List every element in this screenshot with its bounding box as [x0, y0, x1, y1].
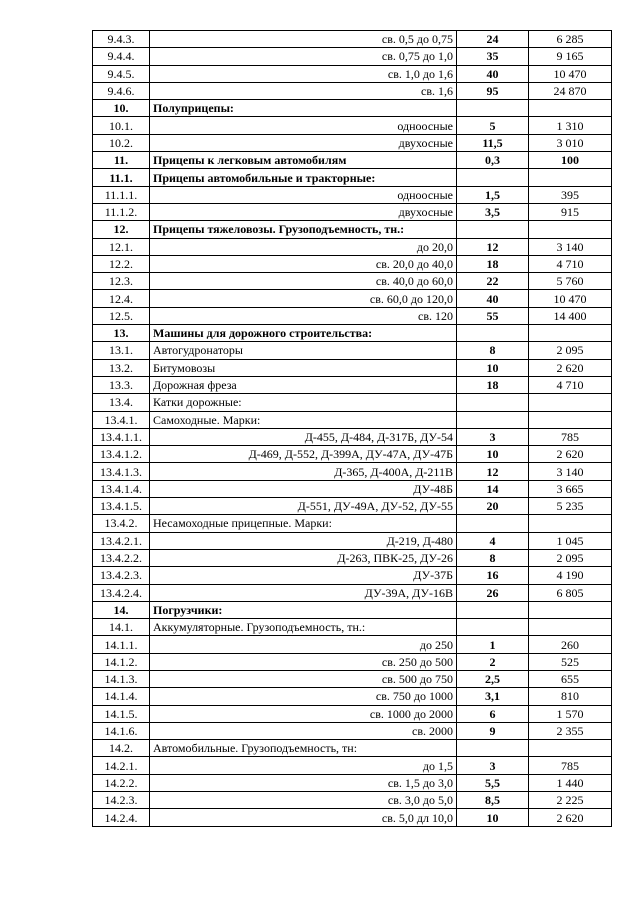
item-number-cell: 12.2. [93, 255, 150, 272]
item-description-cell: Д-469, Д-552, Д-399А, ДУ-47А, ДУ-47Б [150, 446, 457, 463]
table-row [93, 65, 612, 82]
table-row [93, 809, 612, 826]
coefficient-cell: 1,5 [457, 186, 529, 203]
price-cell: 2 095 [529, 342, 612, 359]
item-description-cell: св. 1,5 до 3,0 [150, 774, 457, 791]
item-description-cell: Полуприцепы: [150, 100, 457, 117]
table-row [93, 203, 612, 220]
item-number-cell: 13.1. [93, 342, 150, 359]
item-description-cell: св. 5,0 дл 10,0 [150, 809, 457, 826]
coefficient-cell: 9 [457, 722, 529, 739]
item-number-cell: 10. [93, 100, 150, 117]
price-cell: 525 [529, 653, 612, 670]
table-row [93, 394, 612, 411]
coefficient-cell [457, 411, 529, 428]
price-cell: 2 620 [529, 359, 612, 376]
price-cell: 2 355 [529, 722, 612, 739]
table-row [93, 307, 612, 324]
price-cell: 2 620 [529, 446, 612, 463]
table-row [93, 255, 612, 272]
item-number-cell: 14.1.6. [93, 722, 150, 739]
item-description-cell: Дорожная фреза [150, 376, 457, 393]
item-number-cell: 13.4. [93, 394, 150, 411]
item-number-cell: 13.4.2.4. [93, 584, 150, 601]
coefficient-cell [457, 394, 529, 411]
table-row [93, 584, 612, 601]
item-number-cell: 14.1.4. [93, 688, 150, 705]
coefficient-cell [457, 169, 529, 186]
item-number-cell: 13.4.1.3. [93, 463, 150, 480]
table-row [93, 601, 612, 618]
table-row [93, 186, 612, 203]
coefficient-cell: 5 [457, 117, 529, 134]
item-number-cell: 9.4.5. [93, 65, 150, 82]
price-cell: 9 165 [529, 48, 612, 65]
price-cell [529, 394, 612, 411]
item-description-cell: св. 0,5 до 0,75 [150, 31, 457, 48]
item-description-cell: Машины для дорожного строительства: [150, 325, 457, 342]
table-row [93, 740, 612, 757]
price-cell: 915 [529, 203, 612, 220]
item-number-cell: 14.1.5. [93, 705, 150, 722]
price-cell [529, 411, 612, 428]
coefficient-cell: 2 [457, 653, 529, 670]
table-row [93, 82, 612, 99]
table-row [93, 670, 612, 687]
item-description-cell: ДУ-48Б [150, 480, 457, 497]
item-number-cell: 12.1. [93, 238, 150, 255]
table-row [93, 134, 612, 151]
item-description-cell: одноосные [150, 117, 457, 134]
price-cell [529, 515, 612, 532]
item-number-cell: 12.5. [93, 307, 150, 324]
item-number-cell: 14.1. [93, 619, 150, 636]
table-row [93, 688, 612, 705]
item-description-cell: св. 60,0 до 120,0 [150, 290, 457, 307]
table-row [93, 532, 612, 549]
table-row [93, 238, 612, 255]
price-cell: 14 400 [529, 307, 612, 324]
price-cell: 6 285 [529, 31, 612, 48]
price-cell: 1 045 [529, 532, 612, 549]
table-row [93, 549, 612, 566]
price-cell: 4 710 [529, 255, 612, 272]
coefficient-cell: 22 [457, 273, 529, 290]
item-number-cell: 13.4.1. [93, 411, 150, 428]
item-description-cell: двухосные [150, 203, 457, 220]
table-row [93, 48, 612, 65]
item-description-cell: св. 40,0 до 60,0 [150, 273, 457, 290]
price-cell [529, 169, 612, 186]
item-description-cell: ДУ-37Б [150, 567, 457, 584]
item-number-cell: 12.3. [93, 273, 150, 290]
item-number-cell: 13.4.1.4. [93, 480, 150, 497]
item-number-cell: 13.4.1.1. [93, 428, 150, 445]
price-cell: 5 235 [529, 498, 612, 515]
item-description-cell: Автомобильные. Грузоподъемность, тн: [150, 740, 457, 757]
item-description-cell: Битумовозы [150, 359, 457, 376]
table-row [93, 31, 612, 48]
price-cell: 100 [529, 152, 612, 169]
tariff-table-body [93, 31, 612, 827]
price-cell: 1 570 [529, 705, 612, 722]
table-row [93, 290, 612, 307]
price-cell: 4 190 [529, 567, 612, 584]
coefficient-cell: 12 [457, 463, 529, 480]
item-number-cell: 13.2. [93, 359, 150, 376]
coefficient-cell: 11,5 [457, 134, 529, 151]
table-row [93, 619, 612, 636]
coefficient-cell: 0,3 [457, 152, 529, 169]
price-cell: 655 [529, 670, 612, 687]
table-row [93, 757, 612, 774]
item-number-cell: 13.4.2.1. [93, 532, 150, 549]
price-cell: 6 805 [529, 584, 612, 601]
coefficient-cell: 55 [457, 307, 529, 324]
item-description-cell: Прицепы тяжеловозы. Грузоподъемность, тн.: [150, 221, 457, 238]
item-description-cell: св. 500 до 750 [150, 670, 457, 687]
price-cell: 3 665 [529, 480, 612, 497]
item-number-cell: 9.4.6. [93, 82, 150, 99]
item-number-cell: 10.1. [93, 117, 150, 134]
table-row [93, 515, 612, 532]
item-description-cell: св. 20,0 до 40,0 [150, 255, 457, 272]
coefficient-cell: 3 [457, 428, 529, 445]
coefficient-cell [457, 740, 529, 757]
item-description-cell: св. 1,0 до 1,6 [150, 65, 457, 82]
item-number-cell: 14.2.1. [93, 757, 150, 774]
item-number-cell: 13. [93, 325, 150, 342]
price-cell: 260 [529, 636, 612, 653]
item-number-cell: 13.4.2. [93, 515, 150, 532]
table-row [93, 636, 612, 653]
coefficient-cell [457, 619, 529, 636]
coefficient-cell [457, 515, 529, 532]
coefficient-cell: 2,5 [457, 670, 529, 687]
item-description-cell: Д-365, Д-400А, Д-211В [150, 463, 457, 480]
coefficient-cell: 10 [457, 446, 529, 463]
coefficient-cell: 35 [457, 48, 529, 65]
coefficient-cell: 18 [457, 376, 529, 393]
item-description-cell: Катки дорожные: [150, 394, 457, 411]
item-description-cell: св. 250 до 500 [150, 653, 457, 670]
item-number-cell: 14.2.3. [93, 792, 150, 809]
price-cell: 10 470 [529, 65, 612, 82]
price-cell: 1 310 [529, 117, 612, 134]
coefficient-cell: 3,1 [457, 688, 529, 705]
tariff-table [92, 30, 612, 827]
item-description-cell: Д-219, Д-480 [150, 532, 457, 549]
item-number-cell: 12.4. [93, 290, 150, 307]
item-number-cell: 11.1.1. [93, 186, 150, 203]
table-row [93, 376, 612, 393]
table-row [93, 342, 612, 359]
item-description-cell: Аккумуляторные. Грузоподъемность, тн.: [150, 619, 457, 636]
item-description-cell: св. 120 [150, 307, 457, 324]
price-cell: 3 140 [529, 238, 612, 255]
table-row [93, 463, 612, 480]
item-number-cell: 14.2.2. [93, 774, 150, 791]
price-cell: 3 140 [529, 463, 612, 480]
coefficient-cell [457, 325, 529, 342]
table-row [93, 152, 612, 169]
item-number-cell: 14. [93, 601, 150, 618]
table-row [93, 411, 612, 428]
price-cell: 3 010 [529, 134, 612, 151]
coefficient-cell: 1 [457, 636, 529, 653]
item-number-cell: 11.1. [93, 169, 150, 186]
coefficient-cell: 95 [457, 82, 529, 99]
item-description-cell: св. 1,6 [150, 82, 457, 99]
coefficient-cell: 18 [457, 255, 529, 272]
coefficient-cell: 6 [457, 705, 529, 722]
coefficient-cell: 12 [457, 238, 529, 255]
item-number-cell: 14.1.3. [93, 670, 150, 687]
table-row [93, 498, 612, 515]
item-description-cell: Погрузчики: [150, 601, 457, 618]
item-description-cell: одноосные [150, 186, 457, 203]
item-description-cell: до 20,0 [150, 238, 457, 255]
table-row [93, 428, 612, 445]
coefficient-cell: 14 [457, 480, 529, 497]
price-cell [529, 619, 612, 636]
table-row [93, 100, 612, 117]
coefficient-cell [457, 601, 529, 618]
item-description-cell: ДУ-39А, ДУ-16В [150, 584, 457, 601]
coefficient-cell: 24 [457, 31, 529, 48]
table-row [93, 117, 612, 134]
coefficient-cell: 20 [457, 498, 529, 515]
coefficient-cell: 10 [457, 809, 529, 826]
item-number-cell: 12. [93, 221, 150, 238]
coefficient-cell: 3 [457, 757, 529, 774]
table-row [93, 446, 612, 463]
coefficient-cell: 26 [457, 584, 529, 601]
price-cell: 810 [529, 688, 612, 705]
item-description-cell: до 1,5 [150, 757, 457, 774]
table-row [93, 567, 612, 584]
table-row [93, 359, 612, 376]
price-cell: 24 870 [529, 82, 612, 99]
coefficient-cell: 5,5 [457, 774, 529, 791]
table-row [93, 705, 612, 722]
price-cell: 4 710 [529, 376, 612, 393]
item-description-cell: Д-551, ДУ-49А, ДУ-52, ДУ-55 [150, 498, 457, 515]
item-number-cell: 13.4.2.3. [93, 567, 150, 584]
coefficient-cell: 16 [457, 567, 529, 584]
item-number-cell: 9.4.3. [93, 31, 150, 48]
item-description-cell: Несамоходные прицепные. Марки: [150, 515, 457, 532]
price-cell: 1 440 [529, 774, 612, 791]
table-row [93, 653, 612, 670]
item-number-cell: 14.2. [93, 740, 150, 757]
price-cell: 10 470 [529, 290, 612, 307]
price-cell [529, 601, 612, 618]
table-row [93, 325, 612, 342]
coefficient-cell [457, 100, 529, 117]
price-cell: 2 095 [529, 549, 612, 566]
item-number-cell: 10.2. [93, 134, 150, 151]
item-number-cell: 13.4.2.2. [93, 549, 150, 566]
item-description-cell: св. 2000 [150, 722, 457, 739]
item-description-cell: Самоходные. Марки: [150, 411, 457, 428]
price-cell: 785 [529, 757, 612, 774]
item-description-cell: св. 3,0 до 5,0 [150, 792, 457, 809]
table-row [93, 169, 612, 186]
table-row [93, 273, 612, 290]
item-description-cell: св. 1000 до 2000 [150, 705, 457, 722]
price-cell: 2 620 [529, 809, 612, 826]
price-cell [529, 100, 612, 117]
item-number-cell: 13.4.1.2. [93, 446, 150, 463]
item-number-cell: 13.3. [93, 376, 150, 393]
item-description-cell: Д-263, ПВК-25, ДУ-26 [150, 549, 457, 566]
item-number-cell: 14.1.2. [93, 653, 150, 670]
item-number-cell: 13.4.1.5. [93, 498, 150, 515]
item-description-cell: до 250 [150, 636, 457, 653]
item-description-cell: св. 0,75 до 1,0 [150, 48, 457, 65]
table-row [93, 792, 612, 809]
item-description-cell: Прицепы автомобильные и тракторные: [150, 169, 457, 186]
item-description-cell: Автогудронаторы [150, 342, 457, 359]
item-description-cell: Д-455, Д-484, Д-317Б, ДУ-54 [150, 428, 457, 445]
coefficient-cell: 10 [457, 359, 529, 376]
table-row [93, 722, 612, 739]
item-description-cell: св. 750 до 1000 [150, 688, 457, 705]
table-row [93, 480, 612, 497]
item-description-cell: двухосные [150, 134, 457, 151]
item-number-cell: 9.4.4. [93, 48, 150, 65]
item-number-cell: 14.2.4. [93, 809, 150, 826]
coefficient-cell: 3,5 [457, 203, 529, 220]
coefficient-cell: 40 [457, 290, 529, 307]
coefficient-cell: 4 [457, 532, 529, 549]
price-cell: 395 [529, 186, 612, 203]
coefficient-cell: 8,5 [457, 792, 529, 809]
price-cell [529, 740, 612, 757]
price-cell [529, 221, 612, 238]
item-description-cell: Прицепы к легковым автомобилям [150, 152, 457, 169]
item-number-cell: 11. [93, 152, 150, 169]
item-number-cell: 14.1.1. [93, 636, 150, 653]
coefficient-cell: 8 [457, 342, 529, 359]
price-cell [529, 325, 612, 342]
coefficient-cell: 40 [457, 65, 529, 82]
price-cell: 5 760 [529, 273, 612, 290]
table-row [93, 221, 612, 238]
table-row [93, 774, 612, 791]
coefficient-cell: 8 [457, 549, 529, 566]
item-number-cell: 11.1.2. [93, 203, 150, 220]
coefficient-cell [457, 221, 529, 238]
price-cell: 785 [529, 428, 612, 445]
price-cell: 2 225 [529, 792, 612, 809]
